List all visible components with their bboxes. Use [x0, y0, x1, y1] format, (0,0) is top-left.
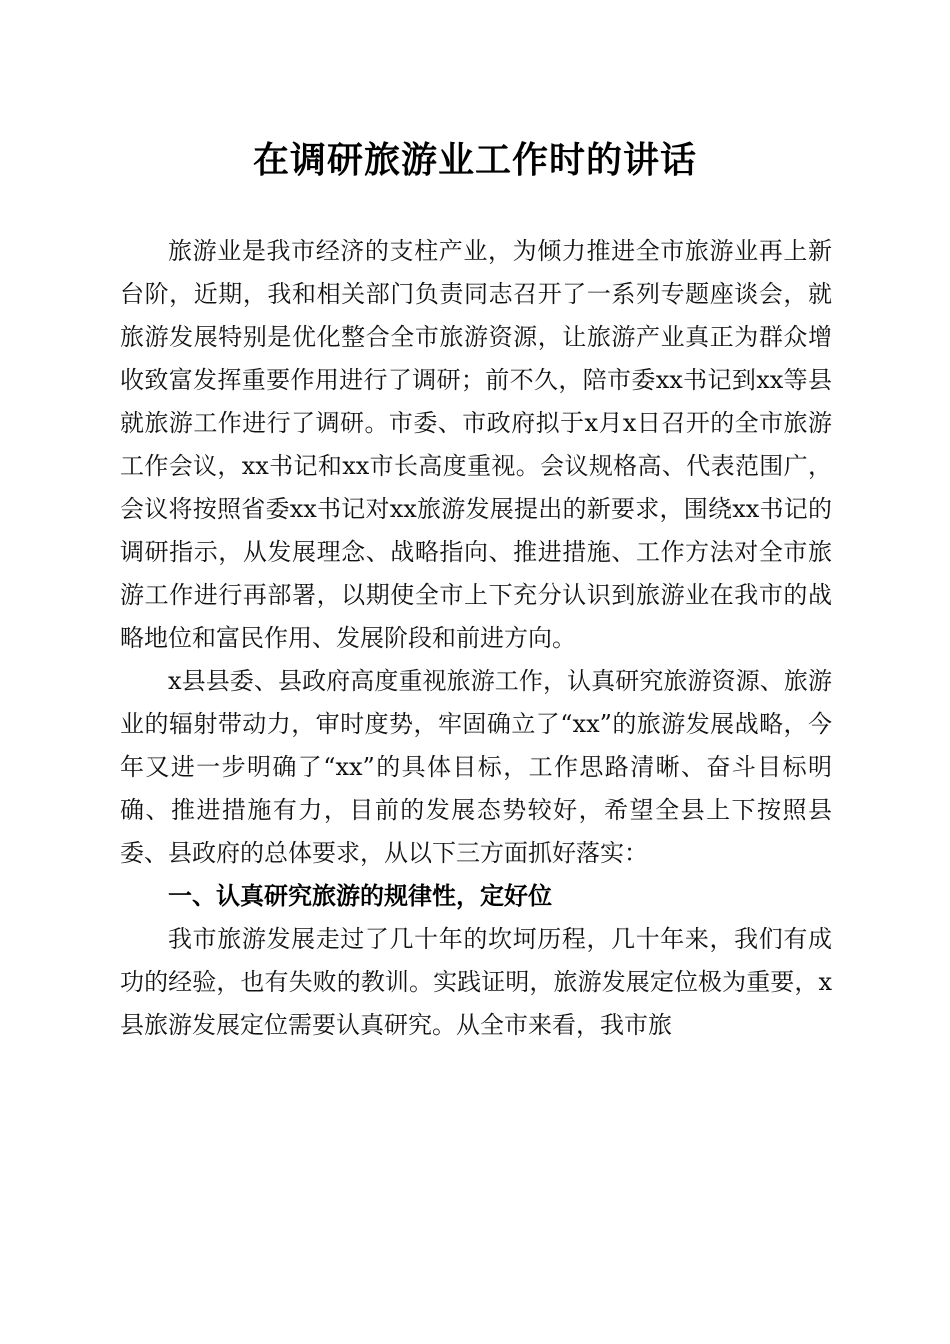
paragraph-county: x县县委、县政府高度重视旅游工作，认真研究旅游资源、旅游业的辐射带动力，审时度势，牢固确立了“xx”的旅游发展战略，今年又进一步明确了“xx”的具体目标，工作思路清晰、奋斗目标明确、推进措施有力，目前的发展态势较好，希望全县上下按照县委、县政府的总体要求，从以下三方面抓好落实： — [120, 667, 832, 867]
paragraph-section-one: 我市旅游发展走过了几十年的坎坷历程，几十年来，我们有成功的经验，也有失败的教训。实践证明，旅游发展定位极为重要，x县旅游发展定位需要认真研究。从全市来看，我市旅 — [120, 925, 832, 1039]
document-title: 在调研旅游业工作时的讲话 — [252, 139, 697, 181]
section-heading: 一、认真研究旅游的规律性，定好位 — [168, 882, 552, 910]
paragraph-intro: 旅游业是我市经济的支柱产业，为倾力推进全市旅游业再上新台阶，近期，我和相关部门负责同志召开了一系列专题座谈会，就旅游发展特别是优化整合全市旅游资源，让旅游产业真正为群众增收致富发挥重要作用进行了调研；前不久，陪市委xx书记到xx等县就旅游工作进行了调研。市委、市政府拟于x月x日召开的全市旅游工作会议，xx书记和xx市长高度重视。会议规格高、代表范围广，会议将按照省委xx书记对xx旅游发展提出的新要求，围绕xx书记的调研指示，从发展理念、战略指向、推进措施、工作方法对全市旅游工作进行再部署，以期使全市上下充分认识到旅游业在我市的战略地位和富民作用、发展阶段和前进方向。 — [120, 237, 832, 652]
document-body — [120, 230, 832, 1047]
